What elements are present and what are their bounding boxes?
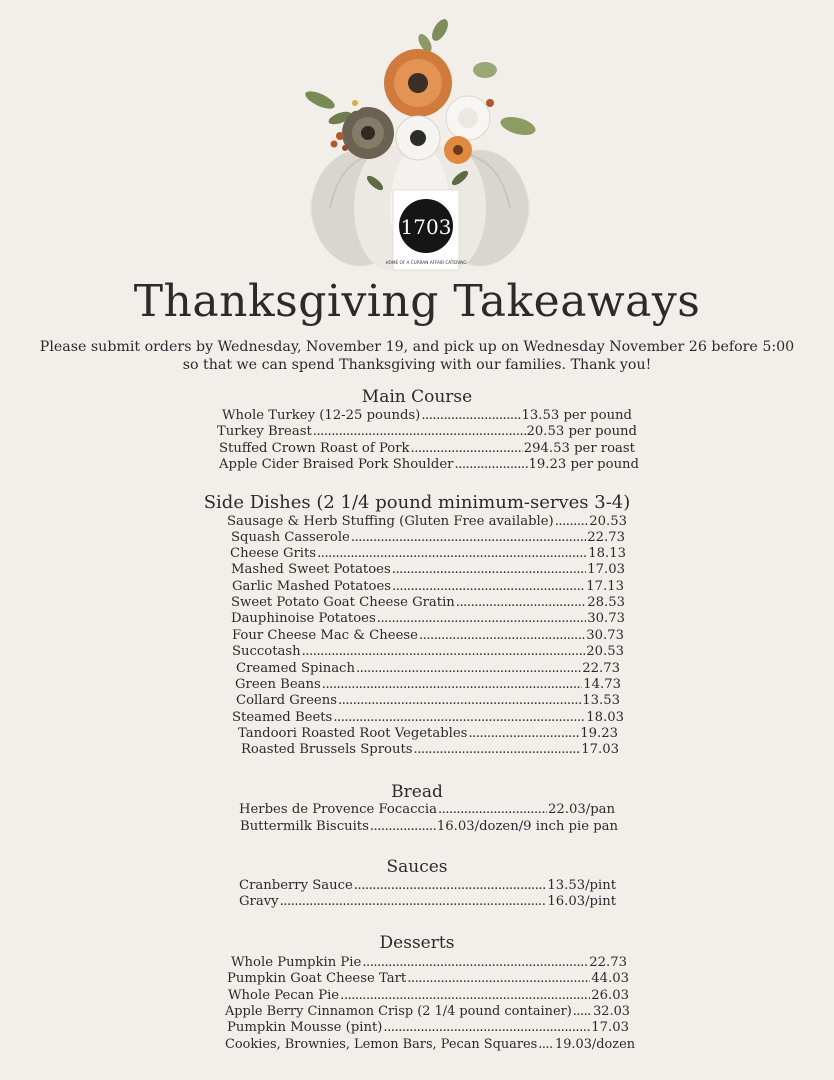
item-name: Cranberry Sauce — [239, 878, 353, 893]
list-item — [231, 595, 625, 611]
item-name: Buttermilk Biscuits — [240, 819, 369, 834]
item-price: 20.53 per pound — [526, 424, 637, 439]
item-price: 16.03/dozen/9 inch pie pan — [436, 819, 618, 834]
item-price: 20.53 — [586, 644, 624, 659]
item-name: Whole Pecan Pie — [228, 988, 340, 1003]
side-dishes-title: Side Dishes (2 1/4 pound minimum-serves 3-4) — [203, 492, 631, 513]
list-item — [236, 661, 620, 677]
list-item — [219, 441, 635, 457]
item-name: Garlic Mashed Potatoes — [232, 579, 392, 594]
list-item — [235, 677, 621, 693]
list-item — [217, 424, 637, 440]
item-price: 17.03 — [581, 742, 619, 757]
intro-line-1: Please submit orders by Wednesday, November 19, and pick up on Wednesday November 26 before 5:00 — [39, 339, 795, 355]
main-course-title: Main Course — [361, 387, 473, 407]
logo-ring-text: HOME OF A CURRAN AFFAIR CATERING — [385, 260, 467, 265]
item-price: 32.03 — [593, 1004, 630, 1019]
item-name: Gravy — [239, 894, 279, 909]
item-price: 18.13 — [588, 546, 626, 561]
item-name: Collard Greens — [236, 693, 337, 708]
list-item — [225, 1004, 630, 1020]
item-name: Green Beans — [235, 677, 321, 692]
item-price: 13.53 per pound — [521, 408, 632, 423]
flowers-icon — [331, 49, 495, 164]
item-price: 28.53 — [587, 595, 625, 610]
item-price: 14.73 — [583, 677, 621, 692]
item-name: Turkey Breast — [217, 424, 312, 439]
list-item — [238, 726, 618, 742]
item-name: Dauphinoise Potatoes — [231, 611, 376, 626]
list-item — [241, 742, 619, 758]
item-name: Squash Casserole — [231, 530, 350, 545]
list-item — [219, 457, 639, 473]
list-item — [227, 971, 629, 987]
list-item — [231, 530, 625, 546]
list-item — [231, 611, 625, 627]
list-item — [232, 579, 624, 595]
list-item — [236, 693, 620, 709]
intro-text — [20, 338, 814, 374]
item-price: 13.53 — [582, 693, 620, 708]
item-name: Pumpkin Goat Cheese Tart — [227, 971, 407, 986]
item-price: 17.03 — [587, 562, 625, 577]
intro-line-2: so that we can spend Thanksgiving with our families. Thank you! — [182, 357, 652, 373]
list-item — [230, 546, 626, 562]
logo-label — [385, 190, 466, 270]
list-item — [227, 514, 627, 530]
item-name: Tandoori Roasted Root Vegetables — [238, 726, 468, 741]
list-item — [239, 802, 615, 818]
item-name: Succotash — [232, 644, 301, 659]
item-price: 30.73 — [586, 628, 624, 643]
item-price: 13.53/pint — [547, 878, 616, 893]
item-price: 26.03 — [591, 988, 629, 1003]
item-name: Herbes de Provence Focaccia — [239, 802, 437, 817]
item-name: Apple Cider Braised Pork Shoulder — [219, 457, 454, 472]
item-name: Pumpkin Mousse (pint) — [227, 1020, 383, 1035]
page-title: Thanksgiving Takeaways — [133, 276, 701, 327]
item-name: Mashed Sweet Potatoes — [231, 562, 391, 577]
list-item — [225, 1037, 635, 1053]
list-item — [227, 1020, 629, 1036]
item-price: 17.13 — [586, 579, 624, 594]
item-price: 22.03/pan — [548, 802, 615, 817]
item-price: 44.03 — [591, 971, 629, 986]
item-name: Stuffed Crown Roast of Pork — [219, 441, 410, 456]
pumpkin-floral-illustration — [300, 8, 540, 278]
item-price: 30.73 — [587, 611, 625, 626]
item-name: Cookies, Brownies, Lemon Bars, Pecan Squares — [225, 1037, 538, 1052]
list-item — [228, 988, 629, 1004]
item-price: 19.23 — [580, 726, 618, 741]
desserts-title: Desserts — [379, 933, 455, 953]
item-price: 22.73 — [589, 955, 627, 970]
item-price: 19.23 per pound — [528, 457, 639, 472]
item-price: 22.73 — [587, 530, 625, 545]
logo-text: 1703 — [400, 215, 452, 239]
list-item — [239, 894, 616, 910]
list-item — [222, 408, 632, 424]
item-name: Sausage & Herb Stuffing (Gluten Free available) — [227, 514, 554, 529]
list-item — [232, 628, 624, 644]
item-price: 20.53 — [589, 514, 627, 529]
item-price: 16.03/pint — [547, 894, 616, 909]
item-price: 17.03 — [591, 1020, 629, 1035]
item-name: Roasted Brussels Sprouts — [241, 742, 413, 757]
bread-title: Bread — [391, 782, 443, 802]
item-name: Cheese Grits — [230, 546, 317, 561]
item-price: 22.73 — [582, 661, 620, 676]
sauces-title: Sauces — [386, 857, 448, 877]
item-name: Whole Pumpkin Pie — [231, 955, 362, 970]
item-name: Whole Turkey (12-25 pounds) — [222, 408, 421, 423]
item-price: 19.03/dozen — [555, 1037, 635, 1052]
item-name: Steamed Beets — [232, 710, 333, 725]
list-item — [239, 878, 616, 894]
item-name: Sweet Potato Goat Cheese Gratin — [231, 595, 455, 610]
list-item — [231, 955, 627, 971]
item-price: 294.53 per roast — [523, 441, 635, 456]
item-name: Creamed Spinach — [236, 661, 355, 676]
item-price: 18.03 — [586, 710, 624, 725]
list-item — [232, 710, 624, 726]
item-name: Apple Berry Cinnamon Crisp (2 1/4 pound container) — [225, 1004, 572, 1019]
item-name: Four Cheese Mac & Cheese — [232, 628, 418, 643]
list-item — [240, 819, 618, 835]
list-item — [232, 644, 624, 660]
list-item — [231, 562, 625, 578]
